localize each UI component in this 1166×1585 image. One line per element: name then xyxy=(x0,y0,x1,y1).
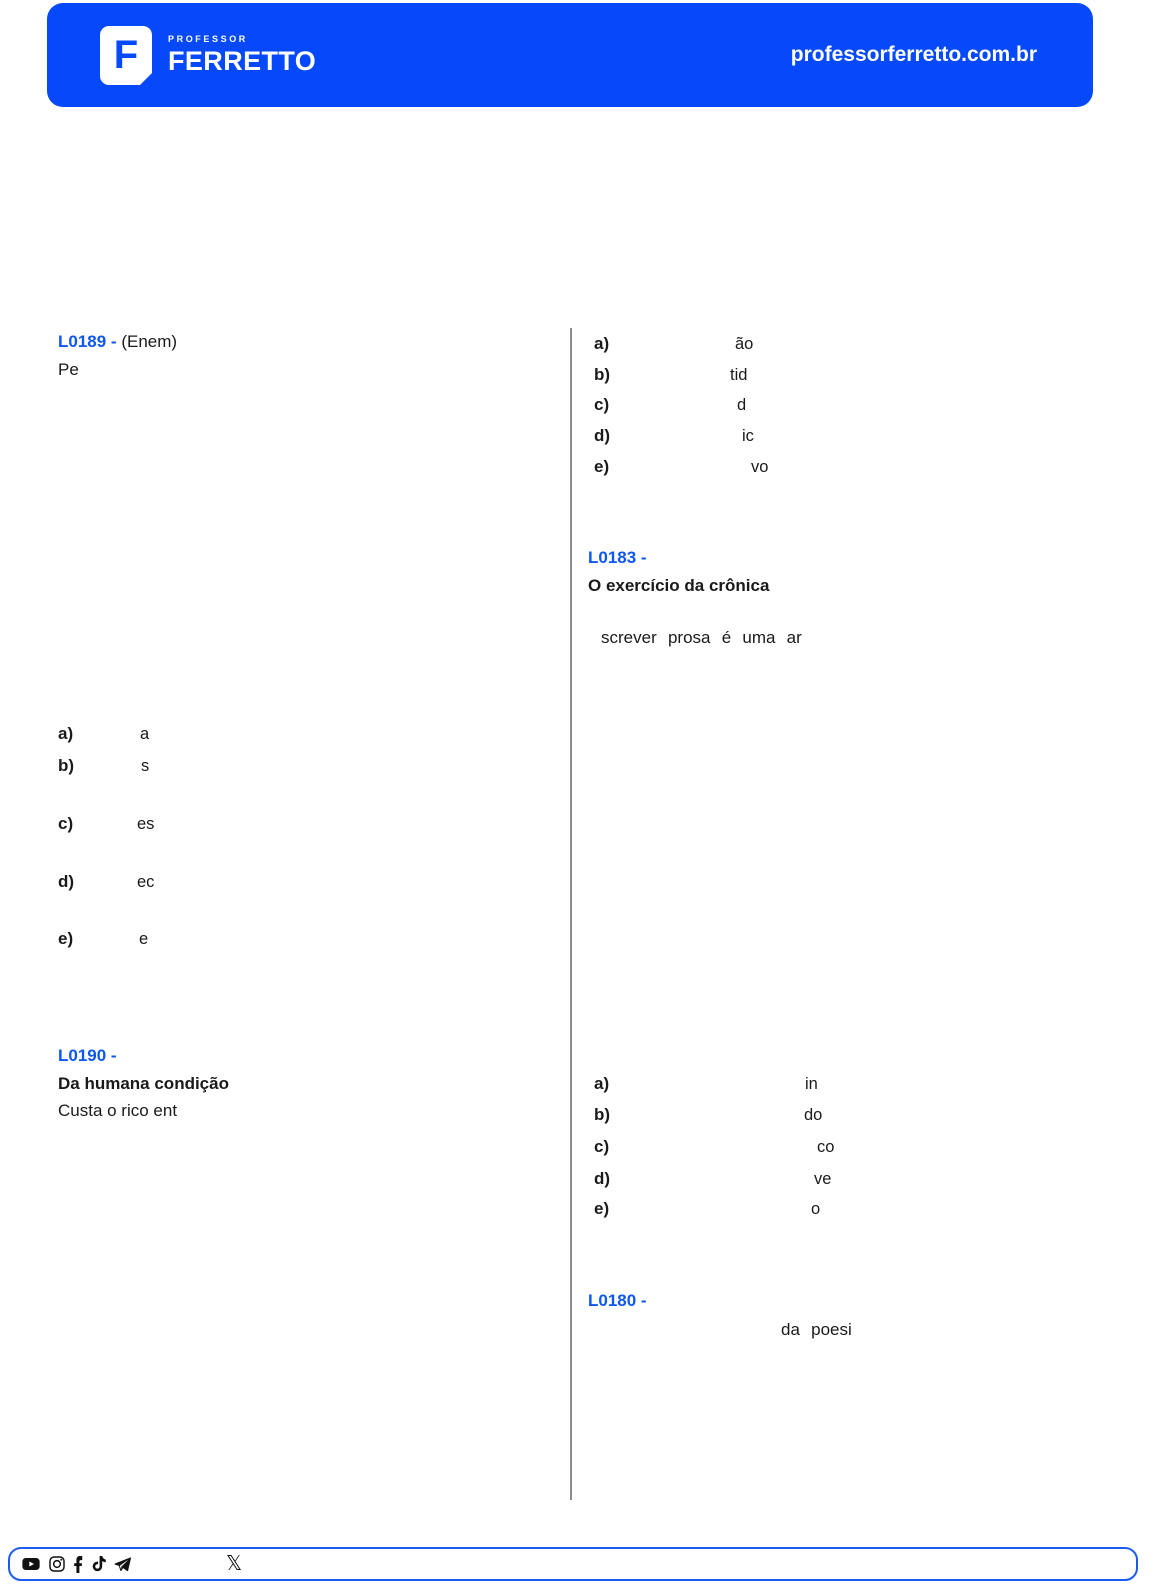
question-heading xyxy=(58,1042,229,1070)
option-letter: d) xyxy=(58,872,75,891)
option-letter: b) xyxy=(594,365,611,384)
question-l0190 xyxy=(58,1042,229,1125)
option-letter: a) xyxy=(594,334,610,353)
question-body-fragment: Custa o rico ent xyxy=(58,1101,178,1120)
option-text: o xyxy=(811,1200,821,1218)
brand-professor-text: PROFESSOR xyxy=(168,34,248,44)
question-title: Da humana condição xyxy=(58,1073,229,1093)
option-letter: a) xyxy=(58,724,74,743)
option-text: s xyxy=(141,757,150,775)
option-text: a xyxy=(140,725,150,743)
option-letter: b) xyxy=(58,756,75,775)
question-heading xyxy=(588,1287,647,1315)
question-l0189 xyxy=(58,328,177,383)
option-letter: c) xyxy=(594,1137,610,1156)
option-text: co xyxy=(817,1138,835,1156)
question-heading xyxy=(58,328,177,356)
question-heading xyxy=(588,544,769,572)
option-letter: c) xyxy=(58,814,74,833)
website-url-text: professorferretto.com.br xyxy=(790,43,1037,66)
option-letter: e) xyxy=(58,929,74,948)
question-code: L0180 - xyxy=(588,1291,647,1310)
option-letter: c) xyxy=(594,395,610,414)
option-letter: e) xyxy=(594,457,610,476)
question-source: (Enem) xyxy=(121,332,178,351)
option-text: tid xyxy=(730,366,748,384)
logo-f-letter: F xyxy=(113,32,139,77)
option-text: e xyxy=(139,930,149,948)
footer-social-bar xyxy=(8,1547,1138,1581)
logo-corner-notch xyxy=(139,72,153,86)
option-letter: a) xyxy=(594,1074,610,1093)
x-twitter-icon[interactable]: 𝕏 xyxy=(226,1551,243,1575)
header-banner xyxy=(47,3,1093,107)
option-letter: e) xyxy=(594,1199,610,1218)
option-text: in xyxy=(805,1075,818,1093)
brand-logo xyxy=(100,26,152,85)
instagram-icon[interactable] xyxy=(49,1556,65,1572)
telegram-icon[interactable] xyxy=(114,1557,131,1572)
question-body-fragment: Pe xyxy=(58,359,79,379)
facebook-icon[interactable] xyxy=(73,1556,83,1573)
brand-ferretto-text: FERRETTO xyxy=(168,46,317,76)
option-text: d xyxy=(737,396,747,414)
option-text: vo xyxy=(751,458,769,476)
option-letter: b) xyxy=(594,1105,611,1124)
option-text: ão xyxy=(735,335,754,353)
brand-wordmark xyxy=(168,34,316,77)
option-text: ve xyxy=(814,1170,832,1188)
question-title: O exercício da crônica xyxy=(588,575,770,595)
option-letter: d) xyxy=(594,426,611,445)
question-body-fragment: da poesi xyxy=(781,1320,852,1339)
column-divider xyxy=(570,328,572,1500)
question-l0180 xyxy=(588,1287,647,1315)
question-body-fragment: screver prosa é uma ar xyxy=(601,628,802,647)
question-l0183 xyxy=(588,544,769,599)
question-code: L0183 - xyxy=(588,548,647,567)
option-letter: d) xyxy=(594,1169,611,1188)
option-text: do xyxy=(804,1106,823,1124)
youtube-icon[interactable] xyxy=(22,1557,40,1571)
option-text: ec xyxy=(137,873,155,891)
question-code: L0189 - xyxy=(58,332,117,351)
question-code: L0190 - xyxy=(58,1046,117,1065)
option-text: es xyxy=(137,815,155,833)
option-text: ic xyxy=(742,427,754,445)
tiktok-icon[interactable] xyxy=(92,1556,106,1572)
